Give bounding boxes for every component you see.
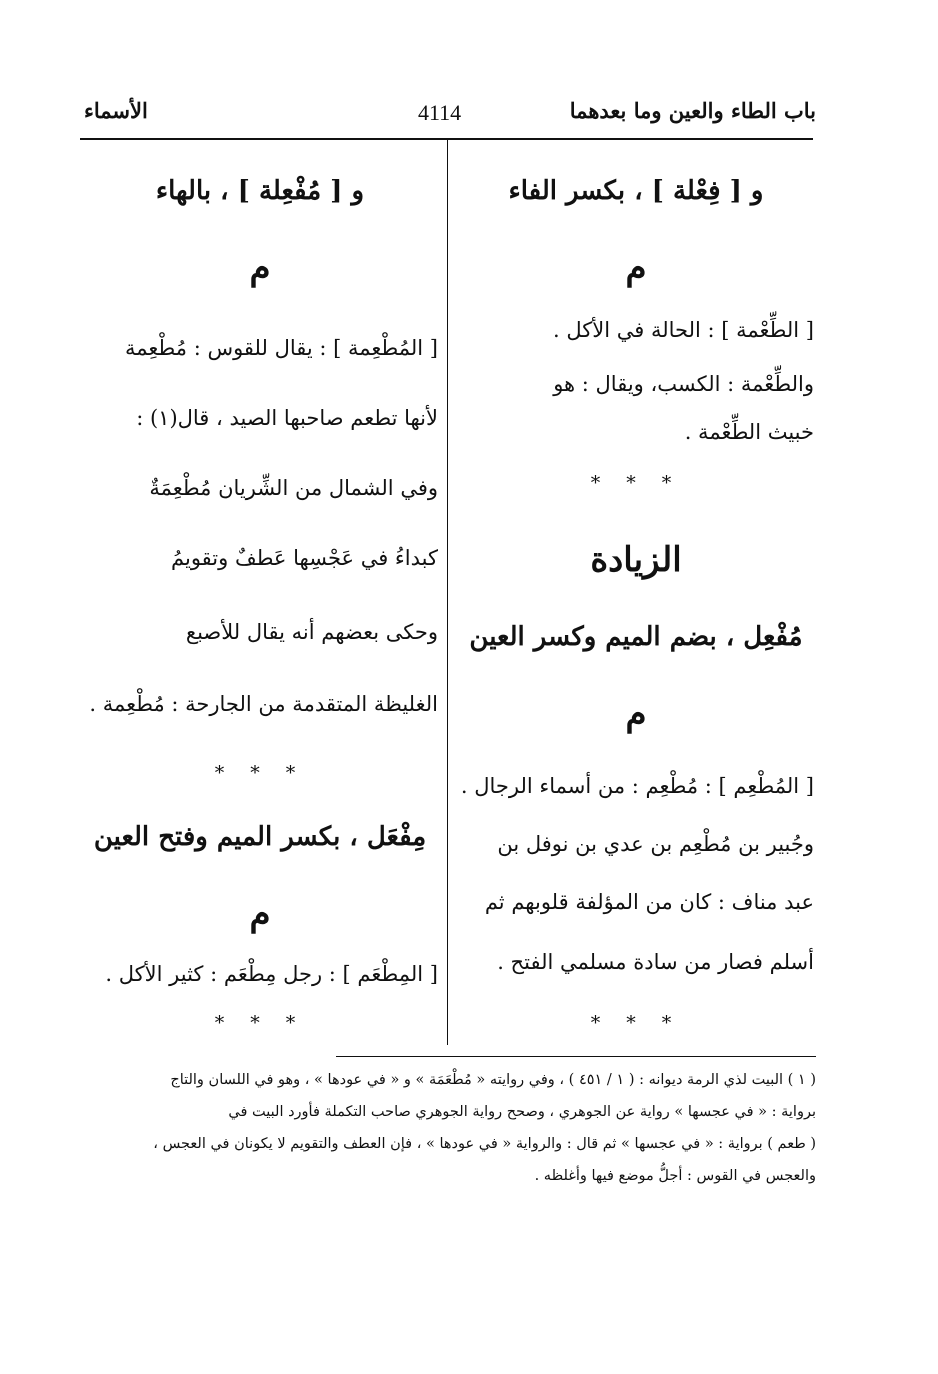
footnote-line-3: ( طعم ) برواية : « في عجسها » ثم قال : والرواية « في عودها » ، فإن العطف والتقويم لا يكونان في العجس ،	[153, 1136, 816, 1152]
left-separator-2: * * *	[214, 1012, 306, 1034]
right-heading-1: و [ فِعْلة ] ، بكسر الفاء	[508, 176, 764, 206]
left-mim-2: م	[249, 894, 271, 934]
footnote-rule	[336, 1056, 816, 1057]
right-entry-4-line-2: عبد مناف : كان من المؤلفة قلوبهم ثم	[484, 890, 814, 914]
left-separator-1: * * *	[214, 762, 306, 784]
verse-line-1: وفي الشمال من الشِّريان مُطْعِمَةٌ	[149, 476, 438, 500]
column-divider	[447, 140, 448, 1045]
left-heading-1: و [ مُفْعِلة ] ، بالهاء	[155, 176, 365, 206]
right-separator-1: * * *	[590, 472, 682, 494]
right-heading-2: مُفْعِل ، بضم الميم وكسر العين	[469, 622, 803, 652]
right-entry-3: [ المُطْعِم ] : مُطْعِم : من أسماء الرجال .	[460, 774, 814, 798]
right-entry-4-line-1: وجُبير بن مُطْعِم بن عدي بن نوفل بن	[497, 832, 814, 856]
right-separator-2: * * *	[590, 1012, 682, 1034]
right-entry-2-line-2: خبيث الطِّعْمة .	[684, 420, 814, 444]
left-entry-2-line-2: الغليظة المتقدمة من الجارحة : مُطْعِمة .	[89, 692, 438, 716]
footnote-line-4: والعجس في القوس : أجلُّ موضع فيها وأغلظه .	[534, 1168, 816, 1184]
footnote-line-1: ( ١ ) البيت لذي الرمة ديوانه : ( ١ / ٤٥١ ) ، وفي روايته « مُطْعَمَة » و « في عودها » ، وهو في اللسان والتاج	[170, 1072, 816, 1088]
category-label: الأسماء	[84, 98, 148, 123]
right-mim-2: م	[625, 694, 647, 734]
left-entry-1-line-1: [ المُطْعِمة ] : يقال للقوس : مُطْعِمة	[125, 336, 438, 360]
section-title: باب الطاء والعين وما بعدهما	[569, 98, 816, 123]
left-entry-2-line-1: وحكى بعضهم أنه يقال للأصبع	[185, 620, 438, 644]
left-entry-3: [ المِطْعَم ] : رجل مِطْعَم : كثير الأكل .	[105, 962, 438, 986]
page-number: 4114	[418, 100, 462, 125]
right-entry-1: [ الطِّعْمة ] : الحالة في الأكل .	[553, 318, 814, 342]
right-entry-4-line-3: أسلم فصار من سادة مسلمي الفتح .	[497, 950, 814, 974]
left-entry-1-line-2: لأنها تطعم صاحبها الصيد ، قال(١) :	[136, 406, 438, 430]
left-heading-2: مِفْعَل ، بكسر الميم وفتح العين	[93, 822, 427, 852]
right-mim-1: م	[625, 248, 647, 288]
footnote-line-2: برواية : « في عجسها » رواية عن الجوهري ، وصحح رواية الجوهري صاحب التكملة فأورد البيت في	[228, 1104, 816, 1120]
verse-line-2: كبداءُ في عَجْسِها عَطفٌ وتقويمُ	[171, 546, 438, 570]
left-mim-1: م	[249, 248, 271, 288]
right-entry-2-line-1: والطِّعْمة : الكسب، ويقال : هو	[553, 372, 814, 396]
section-heading: الزيادة	[590, 540, 682, 580]
